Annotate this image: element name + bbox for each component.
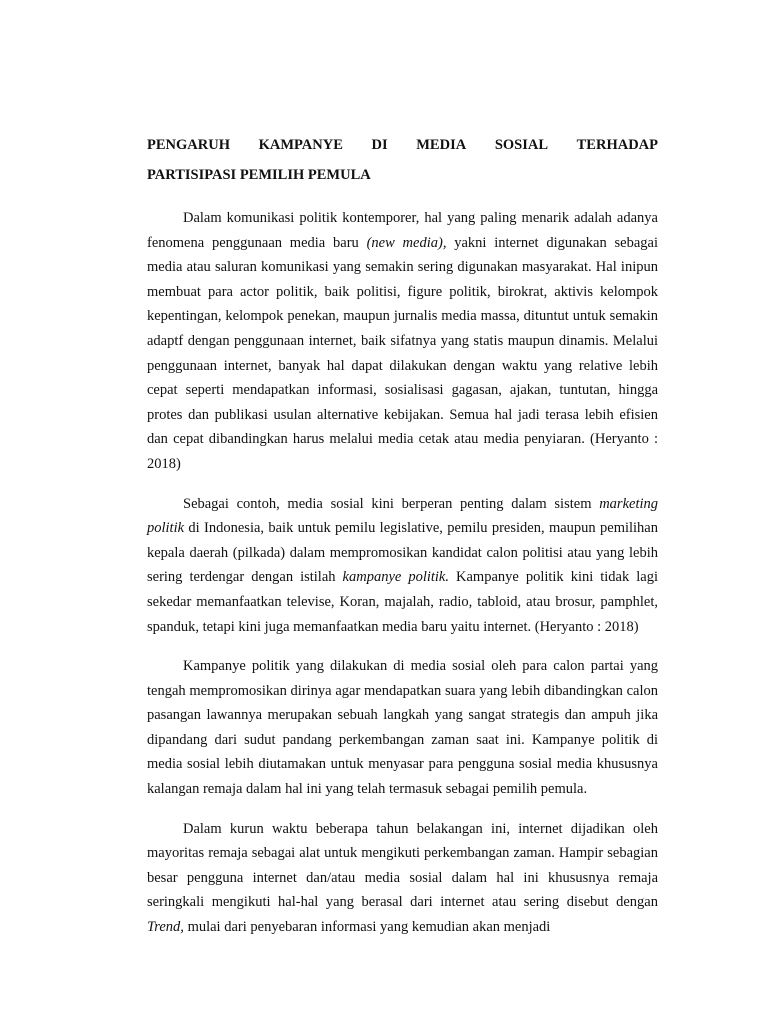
paragraph-3: Kampanye politik yang dilakukan di media sosial oleh para calon partai yang tengah mempromosikan dirinya agar mendapatkan suara yang lebih dibandingkan calon pasangan lawannya merupakan sebuah langkah yang sangat strategis dan ampuh jika dipandang dari sudut pandang perkembangan zaman saat ini. Kampanye politik di media sosial lebih diutamakan untuk menyasar para pengguna sosial media khususnya kalangan remaja dalam hal ini yang telah termasuk sebagai pemilih pemula.	[147, 658, 658, 798]
title-line-2: PARTISIPASI PEMILIH PEMULA	[147, 167, 371, 183]
paragraph-2-text-a: Sebagai contoh, media sosial kini berperan penting dalam sistem	[183, 495, 600, 512]
paragraph-4-italic-trend: Trend,	[147, 919, 184, 936]
title-word: DI	[371, 137, 388, 153]
paragraph-2-text-e: Kampanye politik kini tidak lagi sekedar memanfaatkan televise, Koran, majalah, radio, tabloid, atau brosur, pamphlet, spanduk, tetapi kini juga memanfaatkan media baru yaitu internet. (Heryanto : 2018)	[147, 569, 658, 635]
paragraph-1-italic-new-media: (new media),	[366, 234, 447, 251]
page-title	[147, 130, 658, 190]
title-word: TERHADAP	[576, 137, 658, 153]
paragraph-1-text-c: yakni internet digunakan sebagai media atau saluran komunikasi yang semakin sering digunakan masyarakat. Hal inipun membuat para actor politik, baik politisi, figure politik, birokrat, aktivis kelompok kepentingan, kelompok penekan, maupun jurnalis media massa, dituntut untuk semakin adaptf dengan penggunaan internet, baik sifatnya yang statis maupun dinamis. Melalui penggunaan internet, banyak hal dapat dilakukan dengan waktu yang relative lebih cepat seperti mendapatkan informasi, sosialisasi gagasan, ajakan, tuntutan, hingga protes dan publikasi usulan alternative kebijakan. Semua hal jadi terasa lebih efisien dan cepat dibandingkan harus melalui media cetak atau media penyiaran. (Heryanto : 2018)	[147, 234, 658, 472]
paragraph-2	[147, 492, 658, 640]
paragraph-4	[147, 817, 658, 940]
paragraph-1-text-a: Dalam komunikasi politik kontemporer, hal yang paling menarik adalah adanya fenomena penggunaan media baru	[147, 210, 658, 251]
paragraph-2-italic-marketing-politik: marketing politik	[147, 495, 658, 537]
title-word: PENGARUH	[147, 137, 230, 153]
paragraph-2-italic-kampanye-politik: kampanye politik.	[342, 569, 449, 586]
paragraph-4-text-c: mulai dari penyebaran informasi yang kemudian akan menjadi	[183, 919, 551, 936]
title-word: MEDIA	[416, 137, 467, 153]
paragraph-4-text-a: Dalam kurun waktu beberapa tahun belakangan ini, internet dijadikan oleh mayoritas remaja sebagai alat untuk mengikuti perkembangan zaman. Hampir sebagian besar pengguna internet dan/atau media sosial dalam hal ini khususnya remaja seringkali mengikuti hal-hal yang berasal dari internet atau sering disebut dengan	[147, 820, 658, 911]
title-word: SOSIAL	[494, 137, 549, 153]
paragraph-1	[147, 206, 658, 477]
paragraph-2-text-c: di Indonesia, baik untuk pemilu legislative, pemilu presiden, maupun pemilihan kepala daerah (pilkada) dalam mempromosikan kandidat calon politisi atau yang lebih sering terdengar dengan istilah	[147, 520, 658, 586]
title-word: KAMPANYE	[258, 137, 343, 153]
title-line-1	[147, 130, 658, 160]
